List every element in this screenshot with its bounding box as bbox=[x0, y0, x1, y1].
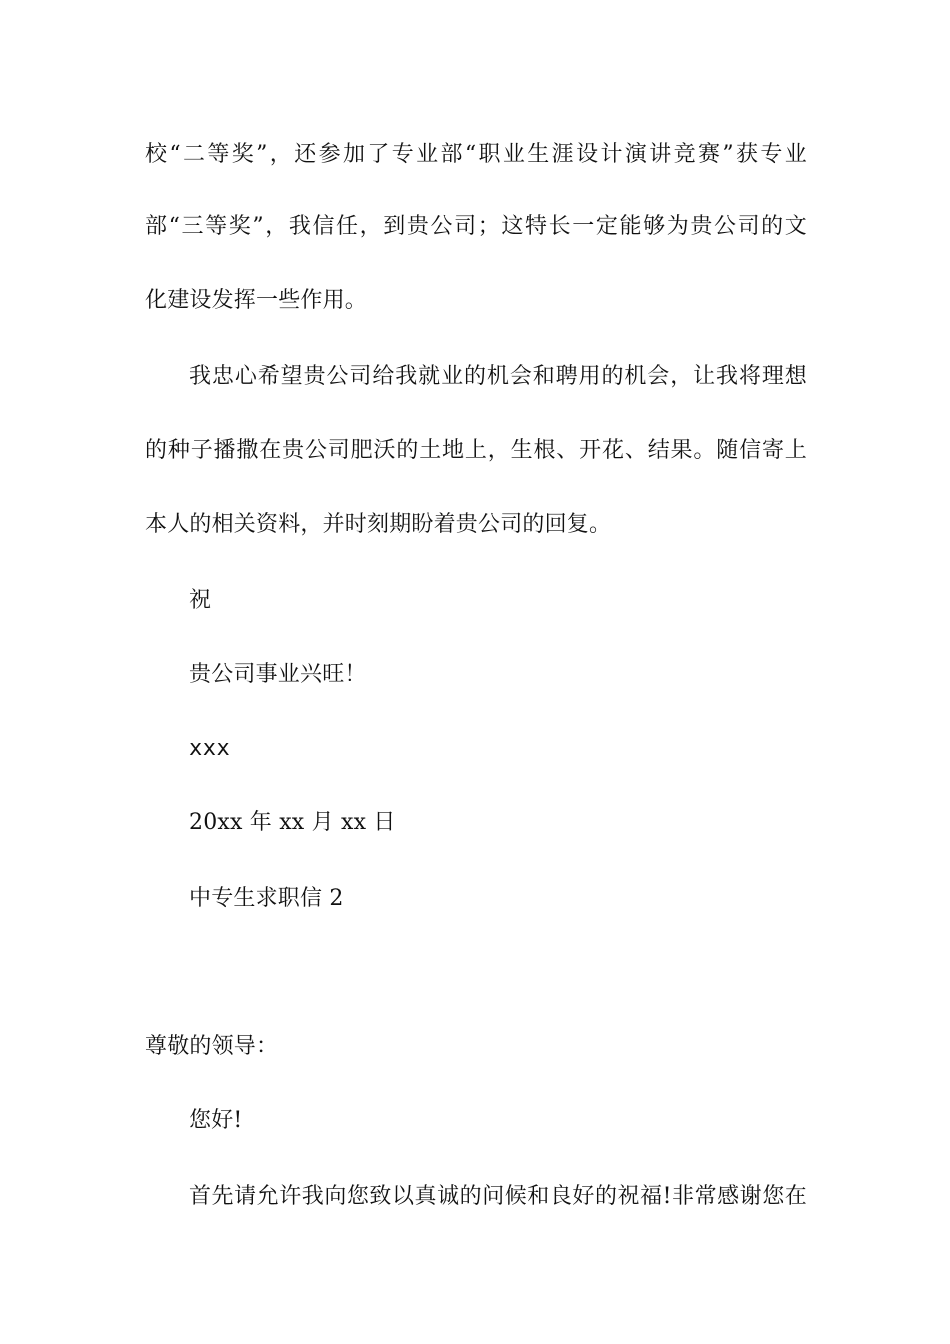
section-title: 中专生求职信 2 bbox=[189, 886, 344, 911]
greeting: 您好! bbox=[189, 1108, 243, 1133]
paragraph-2-line-1: 我忠心希望贵公司给我就业的机会和聘用的机会，让我将理想 bbox=[189, 364, 807, 389]
paragraph-2-line-3: 本人的相关资料，并时刻期盼着贵公司的回复。 bbox=[145, 512, 612, 537]
closing-wish: 祝 bbox=[189, 588, 212, 613]
salutation: 尊敬的领导： bbox=[145, 1034, 279, 1059]
letter-date: 20xx 年 xx 月 xx 日 bbox=[189, 810, 396, 835]
paragraph-1-line-1: 校“二等奖”，还参加了专业部“职业生涯设计演讲竞赛”获专业 bbox=[145, 142, 807, 167]
signature: xxx bbox=[189, 736, 231, 761]
paragraph-1-line-2: 部“三等奖”，我信任，到贵公司；这特长一定能够为贵公司的文 bbox=[145, 214, 807, 239]
closing-blessing: 贵公司事业兴旺！ bbox=[189, 662, 367, 687]
paragraph-2-line-2: 的种子播撒在贵公司肥沃的土地上，生根、开花、结果。随信寄上 bbox=[145, 438, 807, 463]
paragraph-3-line-1: 首先请允许我向您致以真诚的问候和良好的祝福!非常感谢您在 bbox=[189, 1184, 807, 1209]
paragraph-1-line-3: 化建设发挥一些作用。 bbox=[145, 288, 368, 313]
